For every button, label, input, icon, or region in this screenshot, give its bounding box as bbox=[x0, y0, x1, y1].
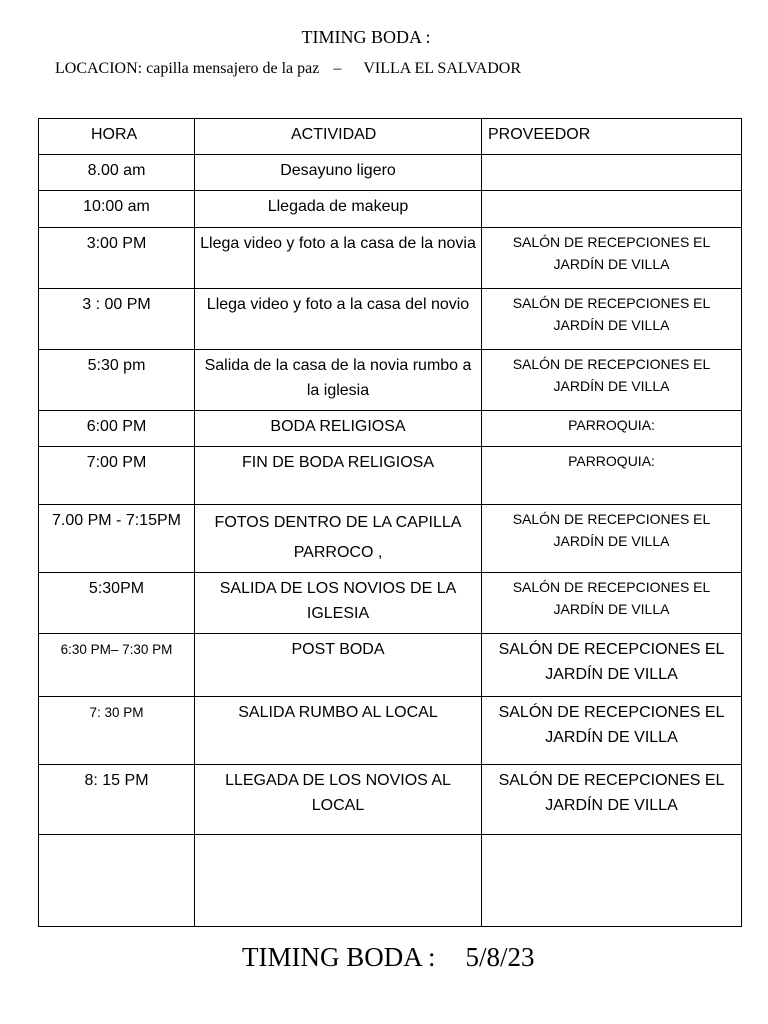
cell-proveedor: SALÓN DE RECEPCIONES EL JARDÍN DE VILLA bbox=[482, 289, 742, 350]
header-proveedor: PROVEEDOR bbox=[482, 119, 742, 155]
cell-actividad bbox=[195, 835, 482, 927]
table-row bbox=[39, 634, 742, 697]
cell-actividad: SALIDA DE LOS NOVIOS DE LA IGLESIA bbox=[195, 573, 482, 634]
table-row bbox=[39, 573, 742, 634]
table-header-row bbox=[39, 119, 742, 155]
cell-actividad: Desayuno ligero bbox=[195, 155, 482, 191]
cell-actividad: Llegada de makeup bbox=[195, 191, 482, 228]
cell-actividad: FIN DE BODA RELIGIOSA bbox=[195, 447, 482, 505]
cell-hora: 10:00 am bbox=[39, 191, 195, 228]
cell-hora: 8.00 am bbox=[39, 155, 195, 191]
cell-proveedor: SALÓN DE RECEPCIONES EL JARDÍN DE VILLA bbox=[482, 634, 742, 697]
location-separator: – bbox=[333, 60, 342, 77]
cell-actividad: Llega video y foto a la casa de la novia bbox=[195, 228, 482, 289]
cell-proveedor: SALÓN DE RECEPCIONES EL JARDÍN DE VILLA bbox=[482, 573, 742, 634]
document-title: TIMING BODA : bbox=[301, 27, 431, 47]
cell-actividad: SALIDA RUMBO AL LOCAL bbox=[195, 697, 482, 765]
cell-hora: 5:30 pm bbox=[39, 350, 195, 411]
table-row bbox=[39, 765, 742, 835]
cell-actividad: LLEGADA DE LOS NOVIOS AL LOCAL bbox=[195, 765, 482, 835]
cell-actividad: FOTOS DENTRO DE LA CAPILLA PARROCO , bbox=[195, 505, 482, 573]
footer-date: 5/8/23 bbox=[465, 942, 535, 972]
table-row bbox=[39, 350, 742, 411]
location-label: LOCACION: capilla mensajero de la paz bbox=[55, 60, 320, 77]
cell-proveedor: SALÓN DE RECEPCIONES EL JARDÍN DE VILLA bbox=[482, 697, 742, 765]
table-row bbox=[39, 835, 742, 927]
location-city: VILLA EL SALVADOR bbox=[363, 60, 521, 77]
table-row bbox=[39, 191, 742, 228]
cell-hora bbox=[39, 835, 195, 927]
cell-actividad: BODA RELIGIOSA bbox=[195, 411, 482, 447]
cell-proveedor: PARROQUIA: bbox=[482, 411, 742, 447]
cell-hora: 8: 15 PM bbox=[39, 765, 195, 835]
header-actividad: ACTIVIDAD bbox=[195, 119, 482, 155]
cell-hora: 6:00 PM bbox=[39, 411, 195, 447]
cell-proveedor bbox=[482, 191, 742, 228]
table-row bbox=[39, 155, 742, 191]
cell-hora: 7:00 PM bbox=[39, 447, 195, 505]
cell-proveedor: SALÓN DE RECEPCIONES EL JARDÍN DE VILLA bbox=[482, 505, 742, 573]
table-row bbox=[39, 289, 742, 350]
cell-hora: 7.00 PM - 7:15PM bbox=[39, 505, 195, 573]
cell-proveedor: SALÓN DE RECEPCIONES EL JARDÍN DE VILLA bbox=[482, 350, 742, 411]
cell-actividad: Llega video y foto a la casa del novio bbox=[195, 289, 482, 350]
location-line bbox=[55, 60, 521, 78]
table-row bbox=[39, 411, 742, 447]
table-row bbox=[39, 228, 742, 289]
table-row bbox=[39, 697, 742, 765]
cell-hora: 5:30PM bbox=[39, 573, 195, 634]
table-row bbox=[39, 505, 742, 573]
cell-proveedor bbox=[482, 155, 742, 191]
table-row bbox=[39, 447, 742, 505]
cell-hora: 3 : 00 PM bbox=[39, 289, 195, 350]
cell-proveedor: PARROQUIA: bbox=[482, 447, 742, 505]
header-hora: HORA bbox=[39, 119, 195, 155]
cell-actividad: Salida de la casa de la novia rumbo a la iglesia bbox=[195, 350, 482, 411]
cell-actividad: POST BODA bbox=[195, 634, 482, 697]
cell-hora: 3:00 PM bbox=[39, 228, 195, 289]
footer-line bbox=[242, 942, 535, 973]
cell-proveedor bbox=[482, 835, 742, 927]
cell-proveedor: SALÓN DE RECEPCIONES EL JARDÍN DE VILLA bbox=[482, 765, 742, 835]
cell-proveedor: SALÓN DE RECEPCIONES EL JARDÍN DE VILLA bbox=[482, 228, 742, 289]
footer-title: TIMING BODA : bbox=[242, 942, 436, 972]
cell-hora: 7: 30 PM bbox=[39, 697, 195, 765]
timing-table bbox=[38, 118, 742, 927]
cell-hora: 6:30 PM– 7:30 PM bbox=[39, 634, 195, 697]
